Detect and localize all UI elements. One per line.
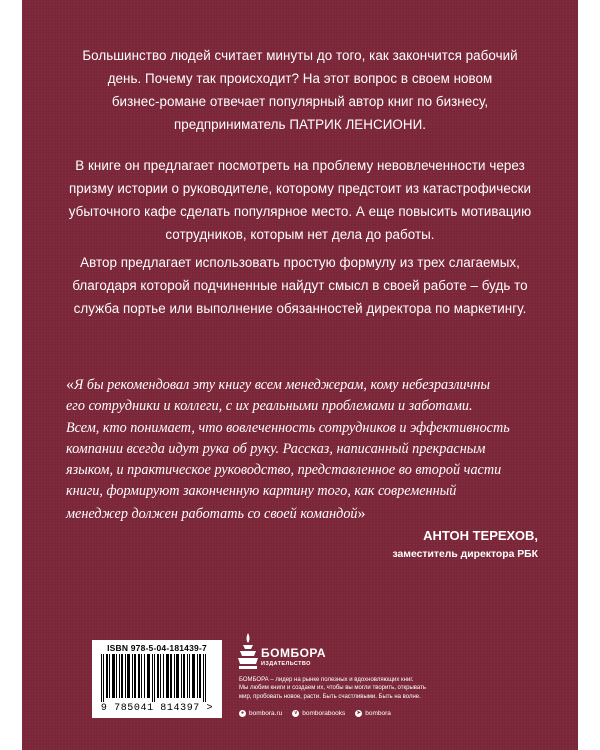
blurb-line: благодаря которой подчиненные найдут смысл в своей работе – будь то (72, 278, 528, 293)
publisher-description-line: Мы любим книги и создаем их, чтобы вы могли творить, открывать (239, 685, 426, 692)
social-label: bombora (365, 710, 391, 717)
blurb-line: день. Почему так происходит? На этот вопрос в своем новом (107, 71, 493, 86)
social-link-vk[interactable] (292, 710, 345, 717)
social-link-telegram[interactable] (355, 710, 391, 717)
publisher-subtitle: ИЗДАТЕЛЬСТВО (261, 661, 311, 667)
social-link-site[interactable] (239, 710, 282, 717)
quote-author-name: АНТОН ТЕРЕХОВ, (423, 528, 538, 543)
quote-line: компании всегда идут рука об руку. Рассказ, написанный прекрасным (66, 440, 486, 457)
publisher-description-line: БОМБОРА – лидер на рынке полезных и вдохновляющих книг. (239, 677, 414, 683)
vk-icon: v (292, 710, 299, 717)
barcode-digits: 9 785041 814397 > (100, 703, 214, 714)
quote-line: Я бы рекомендовал эту книгу всем менеджерам, кому небезразличны (74, 377, 491, 393)
quote-line: языком, и практическое руководство, представленное во второй части (66, 462, 502, 479)
publisher-description-line: мир, пробовать новое, расти. Быть счастливыми. Быть на волне. (239, 693, 421, 700)
social-label: bombora.ru (249, 710, 283, 717)
blurb-line: бизнес-романе отвечает популярный автор книг по бизнесу, (111, 94, 489, 109)
book-back-cover (22, 0, 578, 750)
blurb-paragraph-3 (62, 251, 538, 320)
review-quote (66, 374, 536, 525)
quote-line: книги, формируют законченную картину того, как современный (66, 483, 457, 500)
quote-close-mark: » (357, 504, 366, 522)
barcode-block (92, 640, 222, 718)
blurb-paragraph-2 (62, 154, 538, 246)
bombora-logo-icon (236, 631, 260, 671)
blurb-line: В книге он предлагает посмотреть на проблему невовлеченности через (75, 158, 525, 173)
social-links (239, 710, 391, 717)
blurb-line: сотрудников, которым нет дела до работы. (165, 227, 435, 242)
quote-open-mark: « (66, 376, 74, 393)
telegram-icon: ➤ (356, 710, 361, 716)
publisher-name: БОМБОРА (261, 646, 327, 660)
social-label: bomborabooks (302, 710, 346, 717)
quote-line: Всем, кто понимает, что вовлеченность сотрудников и эффективность (66, 419, 510, 436)
publisher-description (239, 676, 499, 701)
blurb-line: служба портье или выполнение обязанностей директора по маркетингу. (73, 301, 527, 316)
quote-line: его сотрудники и коллеги, с их реальными проблемами и заботами. (66, 398, 473, 415)
blurb-line: призму истории о руководителе, которому предстоит из катастрофически (68, 181, 532, 196)
quote-author-title: заместитель директора РБК (392, 549, 538, 560)
barcode-image (97, 654, 217, 702)
blurb-line: предприниматель ПАТРИК ЛЕНСИОНИ. (173, 117, 427, 132)
globe-icon: ● (240, 710, 245, 716)
blurb-line: Большинство людей считает минуты до того, как закончится рабочий (82, 48, 518, 63)
quote-line: менеджер должен работать со своей командой (66, 505, 358, 522)
blurb-line: Автор предлагает использовать простую формулу из трех слагаемых, (80, 255, 520, 270)
blurb-line: убыточного кафе сделать популярное место. А еще повысить мотивацию (68, 204, 532, 219)
blurb-paragraph-1 (62, 44, 538, 136)
isbn-text: ISBN 978-5-04-181439-7 (107, 643, 207, 653)
